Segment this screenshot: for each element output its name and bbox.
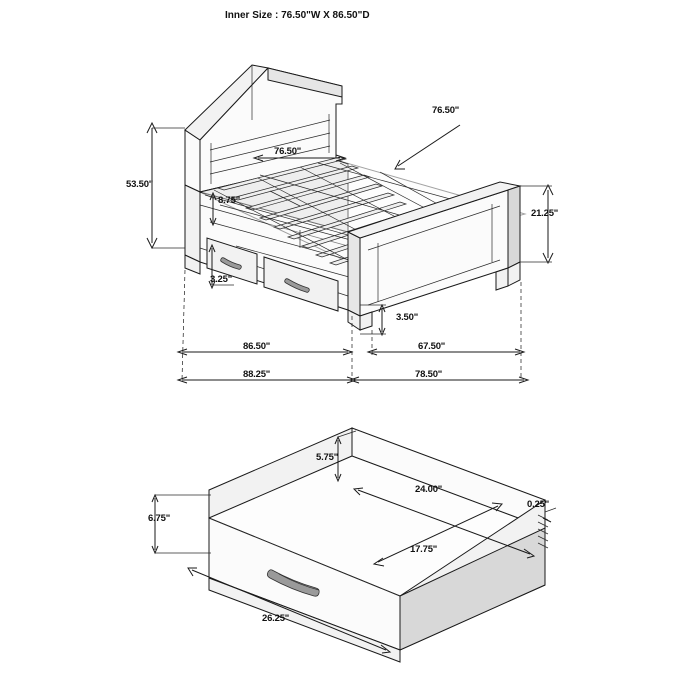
dim-drawer-inner-width: 24.00" (415, 484, 443, 495)
dim-overall-length-left: 88.25" (243, 369, 271, 380)
dim-overall-length-right: 78.50" (415, 369, 443, 380)
dim-side-length-left: 86.50" (243, 341, 271, 352)
inner-size-title: Inner Size : 76.50"W X 86.50"D (225, 10, 370, 21)
bed-drawing (147, 65, 553, 383)
dim-drawer-inner-depth: 17.75" (410, 544, 438, 555)
dim-drawer-outer-height: 6.75" (148, 513, 170, 524)
dim-drawer-side-height: 5.75" (316, 452, 338, 463)
dim-clearance-height: 3.50" (396, 312, 418, 323)
dim-side-length-right: 67.50" (418, 341, 446, 352)
dim-footboard-height: 21.25" (531, 208, 559, 219)
drawer-drawing (152, 428, 556, 662)
dim-rail-height: 8.75" (218, 195, 240, 206)
dim-drawer-thickness: 0.25" (527, 499, 549, 510)
dim-drawer-outer-width: 26.25" (262, 613, 290, 624)
dim-drawer-front-height: 3.25" (210, 274, 232, 285)
dim-slat-width-callout: 76.50" (432, 105, 460, 116)
dim-headboard-height: 53.50" (126, 179, 154, 190)
dim-inner-width-top: 76.50" (274, 146, 302, 157)
